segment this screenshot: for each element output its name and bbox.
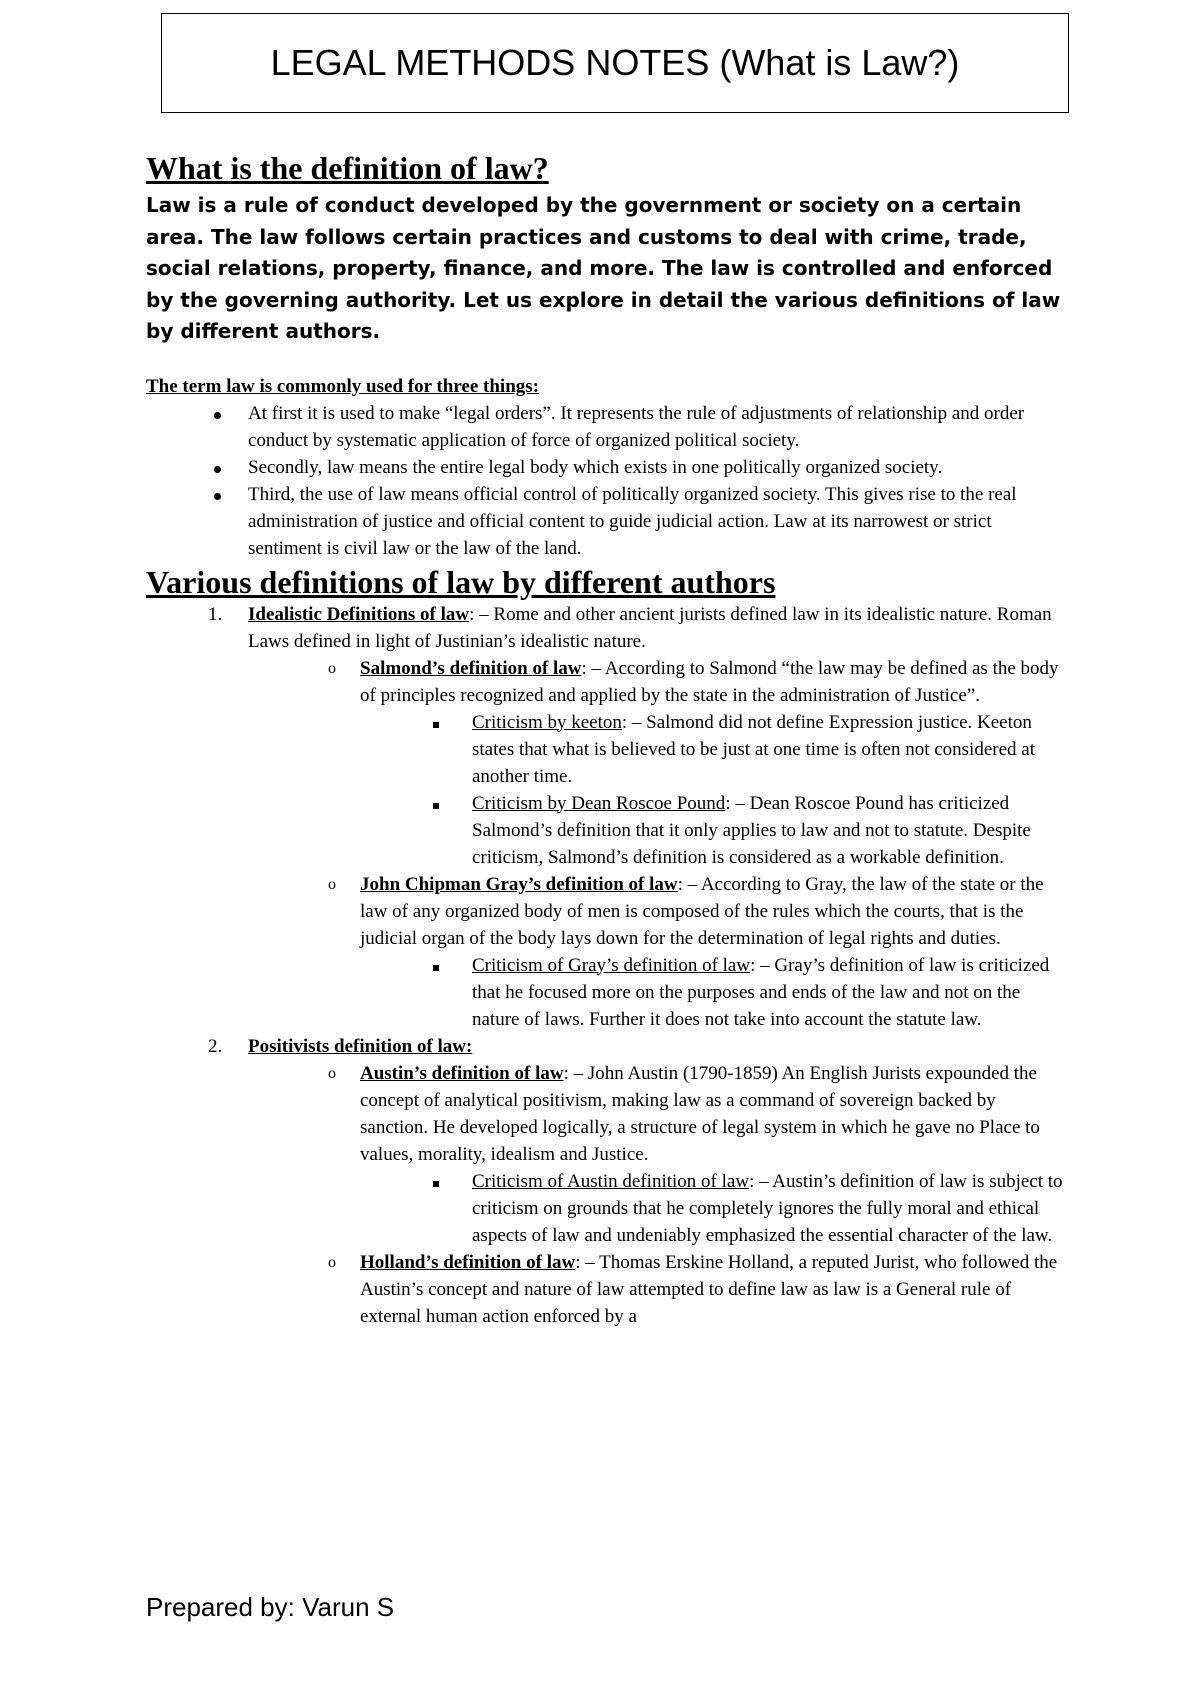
square-bullet-icon — [433, 709, 439, 736]
definition-label: John Chipman Gray’s definition of law — [360, 873, 678, 895]
square-bullet-icon — [433, 952, 439, 979]
bullet-icon — [214, 454, 221, 481]
criticism-label: Criticism of Austin definition of law — [472, 1170, 750, 1192]
criticism-pound — [146, 790, 1066, 871]
criticism-austin — [146, 1168, 1066, 1249]
definition-label: Holland’s definition of law — [360, 1251, 576, 1273]
use-text: Secondly, law means the entire legal body which exists in one politically organized society. — [248, 456, 943, 478]
definition-body: : – According to Gray, the law of the state or the law of any organized body of men is composed of the rules which the courts, that is the judicial organ of the body lays down for the determination of legal rights and duties. — [360, 873, 1044, 949]
criticism-gray — [146, 952, 1066, 1033]
circle-bullet-icon: o — [328, 1064, 336, 1082]
document-body — [146, 148, 1066, 1330]
circle-bullet-icon: o — [328, 875, 336, 893]
circle-bullet-icon: o — [328, 1253, 336, 1271]
criticism-body: : – Dean Roscoe Pound has criticized Salmond’s definition that it only applies to law and not to statute. Despite criticism, Salmond’s definition is considered as a workable definition. — [472, 792, 1031, 868]
definition-body: : – According to Salmond “the law may be defined as the body of principles recognized and applied by the state in the administration of Justice”. — [360, 657, 1059, 706]
uses-list — [146, 400, 1066, 562]
bullet-icon — [214, 400, 221, 427]
section-text: : – Rome and other ancient jurists defined law in its idealistic nature. Roman Laws defined in light of Justinian’s idealistic nature. — [248, 603, 1052, 652]
definition-austin — [146, 1060, 1066, 1168]
title-box — [161, 13, 1069, 113]
list-item — [146, 481, 1066, 562]
definition-body: : – John Austin (1790-1859) An English Jurists expounded the concept of analytical positivism, making law as a command of sovereign backed by sanction. He developed logically, a structure of legal system in which he gave no Place to values, morality, idealism and Justice. — [360, 1062, 1040, 1165]
definition-text: Law is a rule of conduct developed by the government or society on a certain area. The law follows certain practices and customs to deal with crime, trade, social relations, property, finance, and more. The law is controlled and enforced by the governing authority. Let us explore in detail the various definitions of law by different authors. — [146, 193, 1061, 343]
section-idealistic — [146, 601, 1066, 655]
section-positivists — [146, 1033, 1066, 1060]
footer-credit: Prepared by: Varun S — [146, 1592, 395, 1622]
use-text: Third, the use of law means official control of politically organized society. This gives rise to the real administration of justice and official content to guide judicial action. Law at its narrowest or strict sentiment is civil law or the law of the land. — [248, 483, 1017, 559]
criticism-label: Criticism of Gray’s definition of law — [472, 954, 751, 976]
criticism-label: Criticism by Dean Roscoe Pound — [472, 792, 726, 814]
uses-heading: The term law is commonly used for three things: — [146, 375, 539, 397]
criticism-body: : – Gray’s definition of law is criticized that he focused more on the purposes and ends of the law and not on the nature of laws. Further it does not take into account the statute law. — [472, 954, 1050, 1030]
section-label: Positivists definition of law: — [248, 1035, 473, 1057]
list-item — [146, 454, 1066, 481]
bullet-icon — [214, 481, 221, 508]
definition-gray — [146, 871, 1066, 952]
square-bullet-icon — [433, 1168, 439, 1195]
criticism-label: Criticism by keeton — [472, 711, 622, 733]
section-number: 2. — [208, 1035, 223, 1057]
use-text: At first it is used to make “legal orders”. It represents the rule of adjustments of relationship and order conduct by systematic application of force of organized political society. — [248, 402, 1025, 451]
definition-holland — [146, 1249, 1066, 1330]
definition-label: Salmond’s definition of law — [360, 657, 582, 679]
criticism-keeton — [146, 709, 1066, 790]
criticism-body: : – Salmond did not define Expression justice. Keeton states that what is believed to be just at one time is often not considered at another time. — [472, 711, 1035, 787]
definition-body: : – Thomas Erskine Holland, a reputed Jurist, who followed the Austin’s concept and nature of law attempted to define law as law is a General rule of external human action enforced by a — [360, 1251, 1058, 1327]
section-number: 1. — [208, 603, 223, 625]
square-bullet-icon — [433, 790, 439, 817]
criticism-body: : – Austin’s definition of law is subject to criticism on grounds that he completely ignores the fully moral and ethical aspects of law and undeniably emphasized the essential character of the law. — [472, 1170, 1063, 1246]
definition-salmond — [146, 655, 1066, 709]
circle-bullet-icon: o — [328, 659, 336, 677]
section-label: Idealistic Definitions of law — [248, 603, 470, 625]
definition-label: Austin’s definition of law — [360, 1062, 564, 1084]
list-item — [146, 400, 1066, 454]
document-title: LEGAL METHODS NOTES (What is Law?) — [270, 42, 960, 83]
authors-heading: Various definitions of law by different authors — [146, 563, 776, 600]
definition-heading: What is the definition of law? — [146, 150, 549, 186]
